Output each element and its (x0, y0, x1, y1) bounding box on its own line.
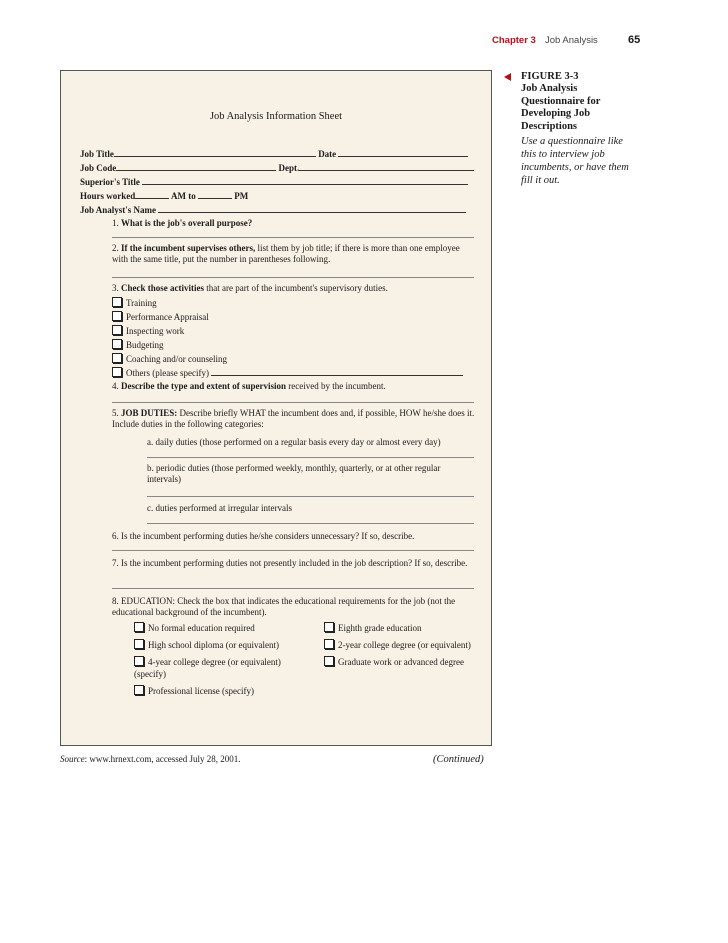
activity-option-performance-appraisal[interactable] (112, 311, 209, 323)
answer-line[interactable] (112, 588, 474, 589)
checkbox[interactable] (134, 622, 144, 632)
dept-label: Dept. (278, 163, 300, 173)
checkbox[interactable] (324, 639, 334, 649)
answer-line[interactable] (112, 237, 474, 238)
education-option-4-year[interactable] (134, 656, 281, 668)
question-3-bold: Check those activities (121, 283, 204, 293)
option-label: Professional license (specify) (148, 686, 254, 696)
figure-label: FIGURE 3-3 (521, 71, 579, 82)
answer-line[interactable] (112, 402, 474, 403)
superiors-title-field (80, 176, 468, 188)
form-panel (60, 70, 492, 746)
answer-line[interactable] (147, 523, 474, 524)
checkbox[interactable] (112, 297, 122, 307)
question-3-number: 3. (112, 283, 119, 293)
question-1-text: What is the job's overall purpose? (121, 218, 253, 228)
checkbox[interactable] (112, 311, 122, 321)
education-option-none[interactable] (134, 622, 255, 634)
education-option-2-year[interactable] (324, 639, 471, 651)
option-label: Training (126, 298, 157, 308)
pm-label: PM (234, 191, 249, 201)
job-title-blank[interactable] (114, 148, 316, 157)
option-label: 2-year college degree (or equivalent) (338, 640, 471, 650)
answer-line[interactable] (147, 496, 474, 497)
source-note (60, 754, 241, 764)
hours-worked-field (80, 190, 248, 202)
question-5-bold: JOB DUTIES: (121, 408, 178, 418)
figure-title: Job Analysis Questionnaire for Developing Job Descriptions (521, 83, 601, 132)
date-blank[interactable] (338, 148, 468, 157)
activity-option-budgeting[interactable] (112, 339, 164, 351)
checkbox[interactable] (112, 339, 122, 349)
option-label: Graduate work or advanced degree (338, 657, 464, 667)
option-label: Inspecting work (126, 326, 185, 336)
section-label: Job Analysis (545, 35, 598, 46)
question-5a: a. daily duties (those performed on a regular basis every day or almost every day) (147, 437, 441, 447)
hours-end-blank[interactable] (198, 190, 232, 199)
hours-worked-label: Hours worked (80, 191, 136, 201)
job-analyst-field (80, 204, 466, 216)
answer-line[interactable] (112, 277, 474, 278)
activity-option-inspecting-work[interactable] (112, 325, 184, 337)
question-6: 6. Is the incumbent performing duties he/she considers unnecessary? If so, describe. (112, 531, 415, 541)
question-3-text: that are part of the incumbent's supervisory duties. (204, 283, 388, 293)
source-text: : www.hrnext.com, accessed July 28, 2001. (84, 754, 241, 764)
checkbox[interactable] (134, 639, 144, 649)
activity-option-others[interactable] (112, 367, 463, 379)
question-1 (112, 218, 252, 229)
form-title: Job Analysis Information Sheet (209, 111, 343, 122)
option-label: Others (please specify) (126, 368, 209, 378)
activity-option-coaching[interactable] (112, 353, 227, 365)
job-analyst-label: Job Analyst's Name (80, 205, 157, 215)
superiors-title-blank[interactable] (142, 176, 468, 185)
question-5 (112, 408, 477, 430)
option-label: High school diploma (or equivalent) (148, 640, 279, 650)
question-4-bold: Describe the type and extent of supervision (121, 381, 286, 391)
hours-start-blank[interactable] (135, 190, 169, 199)
question-5-text: Describe briefly WHAT the incumbent does and, if possible, HOW he/she does it. Include duties in the following categories: (112, 408, 475, 429)
job-code-field (80, 162, 474, 174)
job-code-label: Job Code (80, 163, 117, 173)
checkbox[interactable] (112, 325, 122, 335)
job-analyst-blank[interactable] (158, 204, 466, 213)
activity-option-training[interactable] (112, 297, 157, 309)
question-2-bold: If the incumbent supervises others, (121, 243, 256, 253)
continued-note: (Continued) (433, 754, 484, 765)
dept-blank[interactable] (299, 162, 474, 171)
question-3 (112, 283, 388, 294)
education-option-professional-license[interactable] (134, 685, 254, 697)
answer-line[interactable] (147, 457, 474, 458)
question-4 (112, 381, 386, 392)
am-to-label: AM to (171, 191, 196, 201)
figure-caption: Use a questionnaire like this to interview job incumbents, or have them fill it out. (521, 136, 629, 186)
checkbox[interactable] (134, 656, 144, 666)
checkbox[interactable] (134, 685, 144, 695)
job-title-label: Job Title (80, 149, 114, 159)
education-option-eighth-grade[interactable] (324, 622, 421, 634)
question-5c: c. duties performed at irregular intervals (147, 503, 292, 513)
question-4-number: 4. (112, 381, 119, 391)
question-2-number: 2. (112, 243, 119, 253)
option-label: Performance Appraisal (126, 312, 209, 322)
answer-line[interactable] (112, 550, 474, 551)
checkbox[interactable] (324, 622, 334, 632)
job-title-field (80, 148, 468, 160)
others-blank[interactable] (211, 367, 463, 376)
checkbox[interactable] (324, 656, 334, 666)
superiors-title-label: Superior's Title (80, 177, 140, 187)
option-label: Coaching and/or counseling (126, 354, 227, 364)
option-label: No formal education required (148, 623, 255, 633)
chapter-label: Chapter 3 (492, 35, 536, 46)
question-5-number: 5. (112, 408, 119, 418)
option-label: 4-year college degree (or equivalent) (148, 657, 281, 667)
job-code-blank[interactable] (116, 162, 276, 171)
question-2-text: list them by job title; if there is more than one employee with the same title, put the number in parentheses following. (112, 243, 460, 264)
question-2 (112, 243, 477, 265)
date-label: Date (318, 149, 337, 159)
option-label: Budgeting (126, 340, 164, 350)
option-label: Eighth grade education (338, 623, 422, 633)
education-specify-note: (specify) (134, 669, 166, 679)
figure-arrow-icon (504, 73, 511, 81)
question-8: 8. EDUCATION: Check the box that indicates the educational requirements for the job (not the educational background of the incumbent). (112, 596, 456, 617)
question-7: 7. Is the incumbent performing duties not presently included in the job description? If so, describe. (112, 558, 468, 568)
question-5b: b. periodic duties (those performed weekly, monthly, quarterly, or at other regular intervals) (147, 463, 441, 484)
source-label: Source (60, 754, 85, 764)
checkbox[interactable] (112, 367, 122, 377)
checkbox[interactable] (112, 353, 122, 363)
education-option-high-school[interactable] (134, 639, 279, 651)
education-option-graduate[interactable] (324, 656, 464, 668)
question-1-number: 1. (112, 218, 119, 228)
page-number: 65 (628, 34, 641, 46)
question-4-text: received by the incumbent. (286, 381, 386, 391)
